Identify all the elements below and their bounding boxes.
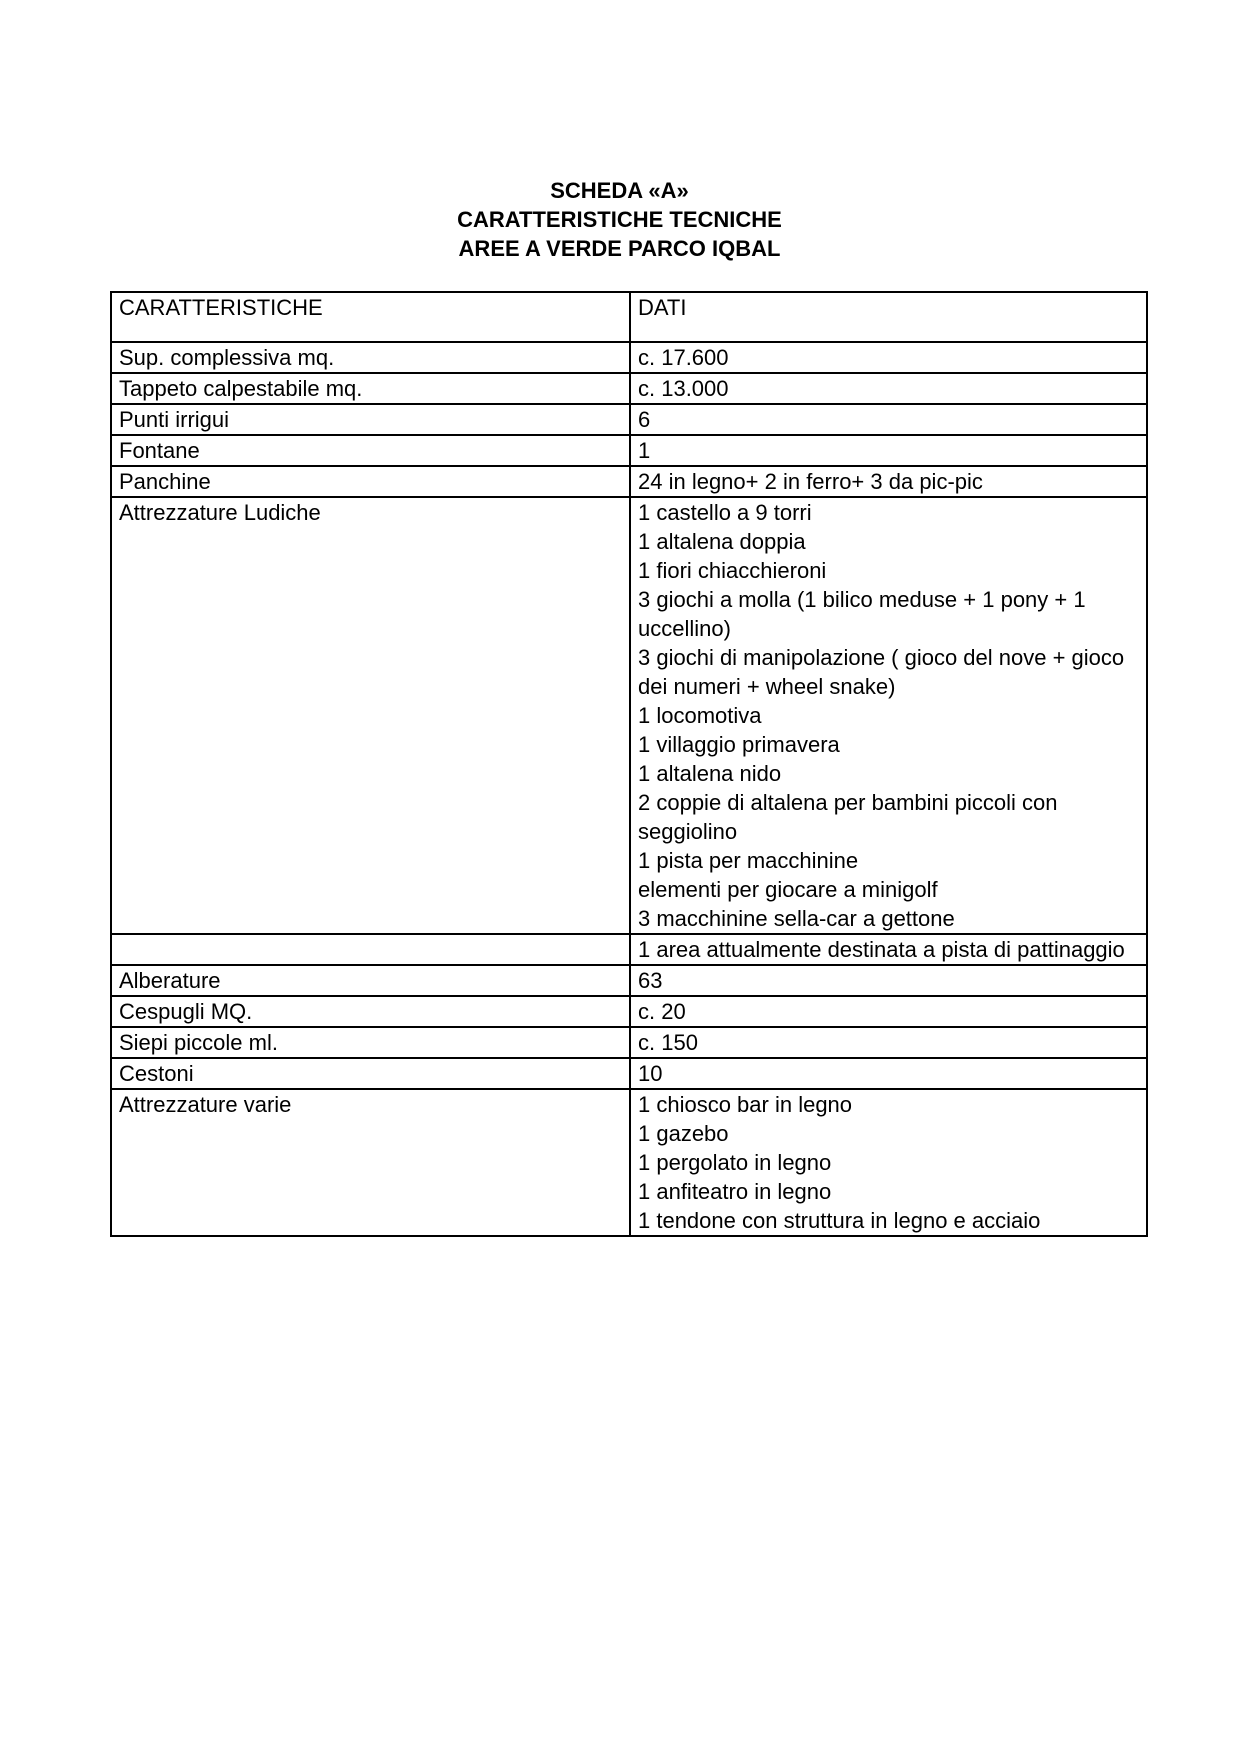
row-label: Cestoni [111,1058,630,1089]
row-values [630,1027,1147,1058]
table-row [111,996,1147,1027]
table-row [111,342,1147,373]
row-label: Sup. complessiva mq. [111,342,630,373]
table-row [111,435,1147,466]
header-caratteristiche: CARATTERISTICHE [111,292,630,342]
row-values [630,996,1147,1027]
table-row [111,466,1147,497]
row-label [111,934,630,965]
row-values [630,1058,1147,1089]
row-values [630,934,1147,965]
row-value: 10 [638,1061,663,1086]
row-values [630,965,1147,996]
table-header-row [111,292,1147,342]
row-value: 1 castello a 9 torri [638,500,812,525]
row-value: 1 tendone con struttura in legno e acciaio [638,1208,1041,1233]
row-value: 1 gazebo [638,1121,729,1146]
row-value: 1 anfiteatro in legno [638,1179,832,1204]
row-values [630,342,1147,373]
table-row [111,1027,1147,1058]
row-value: 2 coppie di altalena per bambini piccoli con seggiolino [638,790,1058,844]
row-label: Attrezzature varie [111,1089,630,1236]
title-line-1: SCHEDA «A» [550,178,689,203]
table-row [111,934,1147,965]
row-values [630,497,1147,934]
row-label: Tappeto calpestabile mq. [111,373,630,404]
row-value: 1 [638,438,651,463]
row-value: 1 locomotiva [638,703,762,728]
row-label: Punti irrigui [111,404,630,435]
row-label: Fontane [111,435,630,466]
title-line-2: CARATTERISTICHE TECNICHE [457,207,782,232]
row-values [630,373,1147,404]
row-values [630,404,1147,435]
row-value: 63 [638,968,663,993]
row-value: 1 fiori chiacchieroni [638,558,827,583]
table-row [111,497,1147,934]
row-value: c. 150 [638,1030,698,1055]
row-value: 1 pista per macchinine [638,848,859,873]
row-value: c. 13.000 [638,376,729,401]
row-label: Cespugli MQ. [111,996,630,1027]
table-row [111,1089,1147,1236]
row-values [630,466,1147,497]
header-dati: DATI [630,292,1147,342]
row-value: 1 pergolato in legno [638,1150,832,1175]
table-row [111,965,1147,996]
row-value: 3 macchinine sella-car a gettone [638,906,955,931]
document-title [0,176,1239,263]
row-value: 3 giochi a molla (1 bilico meduse + 1 pony + 1 uccellino) [638,587,1086,641]
row-values [630,1089,1147,1236]
row-label: Panchine [111,466,630,497]
row-value: elementi per giocare a minigolf [638,877,938,902]
row-value: 1 area attualmente destinata a pista di pattinaggio [638,937,1125,962]
table-row [111,404,1147,435]
title-line-3: AREE A VERDE PARCO IQBAL [458,236,781,261]
row-value: 1 chiosco bar in legno [638,1092,853,1117]
row-value: c. 20 [638,999,686,1024]
specs-table [110,291,1148,1237]
row-values [630,435,1147,466]
row-label: Alberature [111,965,630,996]
row-label: Attrezzature Ludiche [111,497,630,934]
table-row [111,373,1147,404]
table-row [111,1058,1147,1089]
row-value: 1 villaggio primavera [638,732,840,757]
row-value: c. 17.600 [638,345,729,370]
row-value: 1 altalena nido [638,761,782,786]
row-value: 3 giochi di manipolazione ( gioco del nove + gioco dei numeri + wheel snake) [638,645,1125,699]
row-value: 24 in legno+ 2 in ferro+ 3 da pic-pic [638,469,983,494]
row-value: 1 altalena doppia [638,529,806,554]
row-label: Siepi piccole ml. [111,1027,630,1058]
row-value: 6 [638,407,651,432]
